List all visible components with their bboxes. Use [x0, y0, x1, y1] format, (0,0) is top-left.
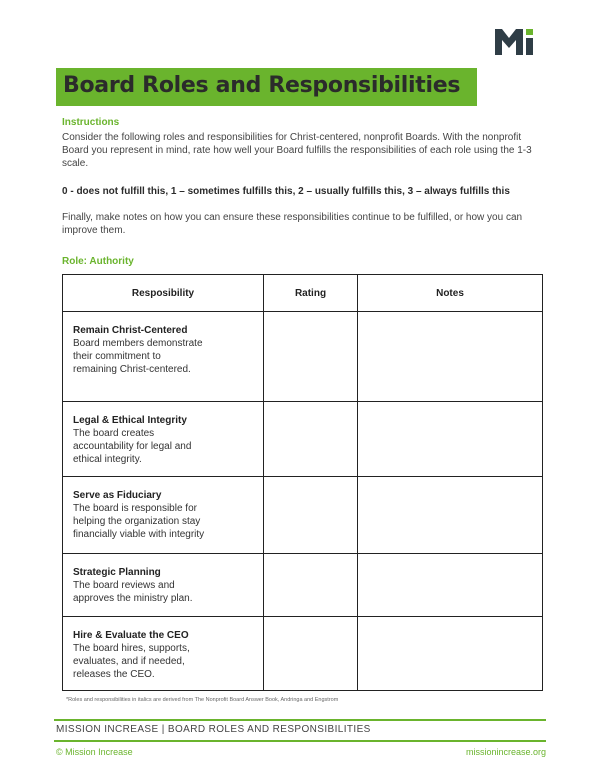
responsibility-title: Serve as Fiduciary: [73, 490, 162, 501]
footnote: *Roles and responsibilities in italics are derived from The Nonprofit Board Answer Book, Andringa and Engstrom: [66, 697, 339, 703]
responsibility-desc-line: Board members demonstrate: [73, 338, 203, 349]
table-header-row: [63, 275, 543, 312]
responsibility-desc-line: their commitment to: [73, 351, 161, 362]
instructions-label: Instructions: [62, 117, 120, 128]
logo-i-stem: [526, 38, 533, 55]
responsibility-desc-line: The board reviews and: [73, 580, 175, 591]
rating-cell[interactable]: [264, 617, 358, 691]
footer-org-line: MISSION INCREASE | BOARD ROLES AND RESPONSIBILITIES: [56, 724, 371, 735]
responsibility-desc-line: financially viable with integrity: [73, 529, 205, 540]
responsibility-cell: [63, 617, 264, 691]
footer-website-link[interactable]: missionincrease.org: [465, 747, 546, 757]
column-header-notes: Notes: [358, 275, 543, 312]
rating-scale: 0 - does not fulfill this, 1 – sometimes fulfills this, 2 – usually fulfills this, 3 – always fulfills this: [62, 186, 510, 197]
table-row: [63, 477, 543, 554]
notes-cell[interactable]: [358, 554, 543, 617]
responsibility-table: [62, 274, 543, 691]
title-banner: [56, 68, 477, 106]
page-title: Board Roles and Responsibilities: [63, 73, 461, 98]
rating-cell[interactable]: [264, 554, 358, 617]
column-header-responsibility: Resposibility: [63, 275, 264, 312]
instructions-body: Consider the following roles and responsibilities for Christ-centered, nonprofit Boards. With the nonprofit Board you represent in mind, rate how well your Board fulfills the responsibilities of each role using the 1-3 scale.: [62, 132, 532, 169]
responsibility-title: Strategic Planning: [73, 567, 161, 578]
footer-divider-bottom: [54, 740, 546, 742]
role-label: Role: Authority: [62, 256, 134, 267]
responsibility-desc-line: The board hires, supports,: [73, 643, 190, 654]
responsibility-desc-line: releases the CEO.: [73, 669, 155, 680]
responsibility-cell: [63, 402, 264, 477]
responsibility-desc-line: evaluates, and if needed,: [73, 656, 185, 667]
responsibility-title: Remain Christ-Centered: [73, 325, 188, 336]
notes-cell[interactable]: [358, 617, 543, 691]
instructions-finally: Finally, make notes on how you can ensure these responsibilities continue to be fulfilled, or how you can improve them.: [62, 212, 523, 236]
responsibility-title: Legal & Ethical Integrity: [73, 415, 187, 426]
table-row: [63, 554, 543, 617]
responsibility-cell: [63, 554, 264, 617]
responsibility-cell: [63, 312, 264, 402]
responsibility-desc-line: helping the organization stay: [73, 516, 201, 527]
responsibility-desc-line: approves the ministry plan.: [73, 593, 193, 604]
column-header-rating: Rating: [264, 275, 358, 312]
table-row: [63, 402, 543, 477]
footer-divider-top: [54, 719, 546, 721]
logo-i-dot: [526, 29, 533, 35]
responsibility-desc-line: The board is responsible for: [73, 503, 197, 514]
responsibility-desc-line: remaining Christ-centered.: [73, 364, 191, 375]
responsibility-desc-line: The board creates: [73, 428, 155, 439]
notes-cell[interactable]: [358, 402, 543, 477]
table-row: [63, 312, 543, 402]
rating-cell[interactable]: [264, 402, 358, 477]
responsibility-desc-line: accountability for legal and: [73, 441, 192, 452]
rating-cell[interactable]: [264, 477, 358, 554]
notes-cell[interactable]: [358, 312, 543, 402]
rating-cell[interactable]: [264, 312, 358, 402]
footer-copyright: © Mission Increase: [56, 747, 133, 757]
responsibility-cell: [63, 477, 264, 554]
mission-increase-logo: [495, 29, 537, 55]
responsibility-desc-line: ethical integrity.: [73, 454, 142, 465]
notes-cell[interactable]: [358, 477, 543, 554]
table-row: [63, 617, 543, 691]
responsibility-title: Hire & Evaluate the CEO: [73, 630, 189, 641]
logo-m-shape: [495, 29, 523, 55]
